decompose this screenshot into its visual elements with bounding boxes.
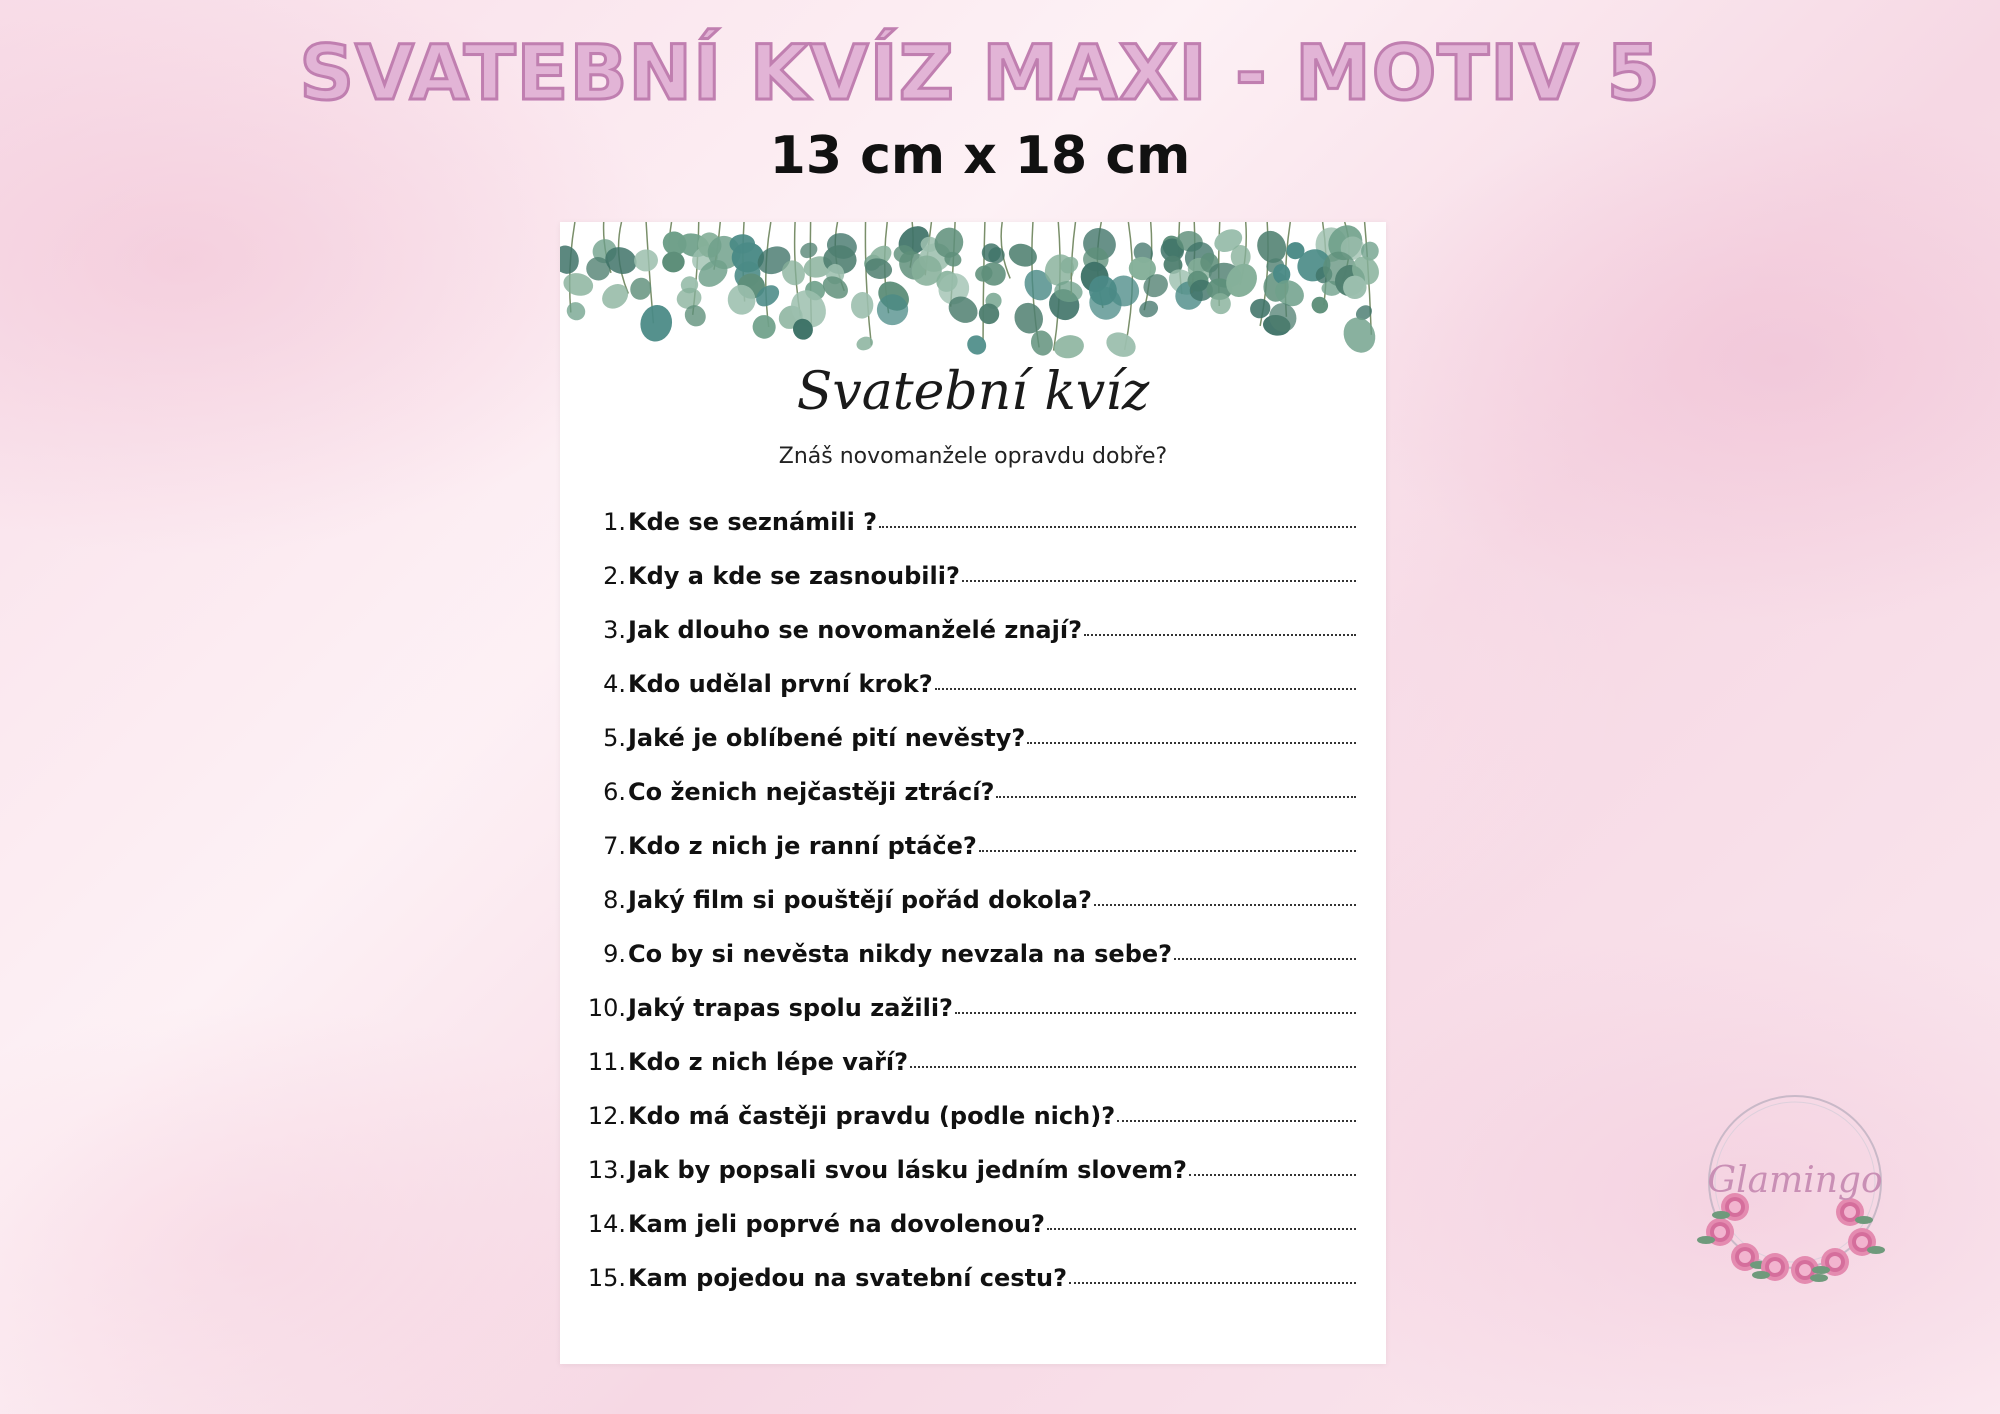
card-title: Svatební kvíz [796, 362, 1150, 422]
logo-text: Glamingo [1707, 1160, 1883, 1201]
question-number: 8. [603, 886, 626, 914]
answer-line [1174, 958, 1356, 960]
answer-line [1189, 1174, 1356, 1176]
question-text: Kam jeli poprvé na dovolenou? [628, 1210, 1045, 1238]
question-row [560, 886, 1386, 926]
question-row [560, 778, 1386, 818]
question-row [560, 1048, 1386, 1088]
question-text: Kde se seznámili ? [628, 508, 878, 536]
glamingo-logo [1690, 1082, 1900, 1302]
question-row [560, 994, 1386, 1034]
question-text: Kam pojedou na svatební cestu? [628, 1264, 1068, 1292]
question-text: Co ženich nejčastěji ztrácí? [628, 778, 995, 806]
answer-line [1069, 1282, 1356, 1284]
card-subtitle: Znáš novomanžele opravdu dobře? [778, 444, 1168, 469]
answer-line [879, 526, 1356, 528]
question-number: 4. [603, 670, 626, 698]
question-number: 3. [603, 616, 626, 644]
answer-line [1094, 904, 1356, 906]
question-number: 14. [587, 1210, 626, 1238]
question-row [560, 1102, 1386, 1142]
answer-line [979, 850, 1356, 852]
question-row [560, 670, 1386, 710]
question-text: Jaký trapas spolu zažili? [628, 994, 953, 1022]
question-text: Kdy a kde se zasnoubili? [628, 562, 960, 590]
question-number: 13. [587, 1156, 626, 1184]
question-row [560, 508, 1386, 548]
question-text: Jak by popsali svou lásku jedním slovem? [628, 1156, 1187, 1184]
answer-line [910, 1066, 1356, 1068]
question-number: 10. [587, 994, 626, 1022]
question-number: 9. [603, 940, 626, 968]
question-text: Jaký film si pouštějí pořád dokola? [628, 886, 1092, 914]
question-number: 6. [603, 778, 626, 806]
question-text: Kdo z nich je ranní ptáče? [628, 832, 977, 860]
size-label: 13 cm x 18 cm [769, 126, 1191, 186]
answer-line [1027, 742, 1356, 744]
question-text: Co by si nevěsta nikdy nevzala na sebe? [628, 940, 1173, 968]
page-title: SVATEBNÍ KVÍZ MAXI - MOTIV 5 [299, 28, 1661, 117]
quiz-card [560, 222, 1386, 1364]
question-text: Kdo z nich lépe vaří? [628, 1048, 909, 1076]
question-row [560, 724, 1386, 764]
question-row [560, 832, 1386, 872]
eucalyptus-garland-icon [560, 222, 1386, 372]
question-row [560, 940, 1386, 980]
question-row [560, 1264, 1386, 1304]
question-text: Kdo má častěji pravdu (podle nich)? [628, 1102, 1116, 1130]
question-number: 5. [603, 724, 626, 752]
answer-line [962, 580, 1356, 582]
question-number: 11. [587, 1048, 626, 1076]
answer-line [1047, 1228, 1356, 1230]
question-text: Kdo udělal první krok? [628, 670, 933, 698]
question-row [560, 1156, 1386, 1196]
question-row [560, 1210, 1386, 1250]
answer-line [996, 796, 1356, 798]
question-number: 7. [603, 832, 626, 860]
answer-line [955, 1012, 1356, 1014]
question-number: 12. [587, 1102, 626, 1130]
answer-line [935, 688, 1356, 690]
question-row [560, 562, 1386, 602]
answer-line [1084, 634, 1356, 636]
question-number: 1. [603, 508, 626, 536]
question-number: 15. [587, 1264, 626, 1292]
question-row [560, 616, 1386, 656]
question-number: 2. [603, 562, 626, 590]
question-text: Jak dlouho se novomanželé znají? [628, 616, 1082, 644]
question-text: Jaké je oblíbené pití nevěsty? [628, 724, 1026, 752]
answer-line [1117, 1120, 1356, 1122]
